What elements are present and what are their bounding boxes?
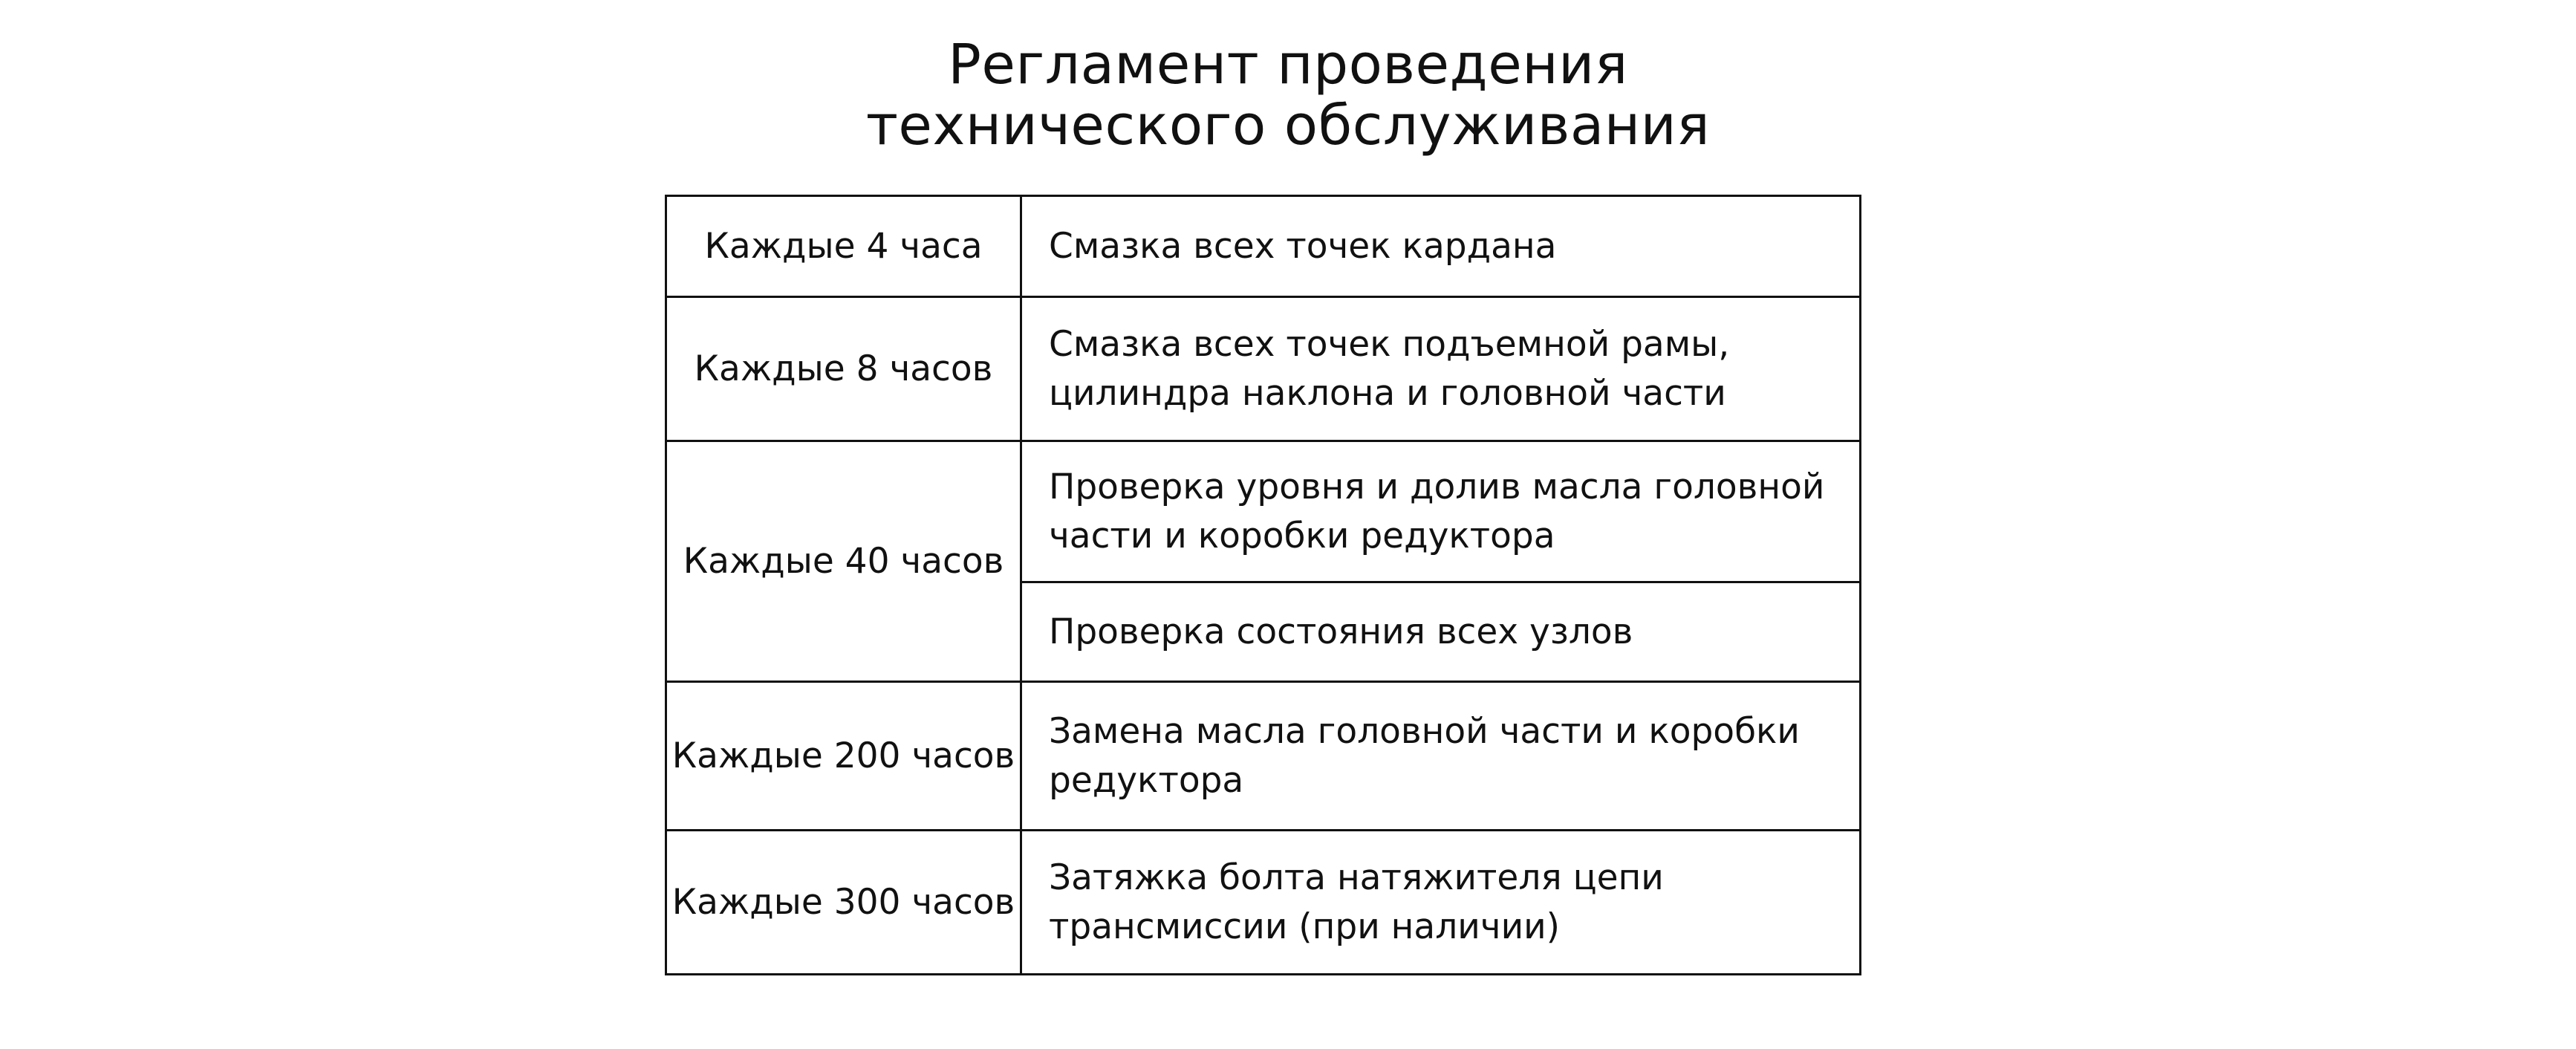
task-cell: Проверка состояния всех узлов — [1021, 582, 1861, 682]
table-row — [666, 297, 1861, 441]
task-cell: Смазка всех точек подъемной рамы, цилиндра наклона и головной части — [1021, 297, 1861, 441]
task-cell: Проверка уровня и долив масла головной части и коробки редуктора — [1021, 441, 1861, 582]
page-title-line-1: Регламент проведения — [948, 33, 1628, 97]
interval-cell: Каждые 200 часов — [666, 682, 1021, 831]
table-row — [666, 682, 1861, 831]
table-row — [666, 831, 1861, 975]
interval-cell: Каждые 300 часов — [666, 831, 1021, 975]
table-row — [666, 196, 1861, 297]
task-cell: Замена масла головной части и коробки редуктора — [1021, 682, 1861, 831]
page-title-line-2: технического обслуживания — [865, 94, 1711, 157]
task-cell: Смазка всех точек кардана — [1021, 196, 1861, 297]
interval-cell: Каждые 4 часа — [666, 196, 1021, 297]
interval-cell: Каждые 8 часов — [666, 297, 1021, 441]
table-row — [666, 441, 1861, 582]
page-title — [0, 34, 2576, 156]
maintenance-schedule-table — [665, 195, 1861, 975]
interval-cell: Каждые 40 часов — [666, 441, 1021, 682]
task-cell: Затяжка болта натяжителя цепи трансмиссии (при наличии) — [1021, 831, 1861, 975]
